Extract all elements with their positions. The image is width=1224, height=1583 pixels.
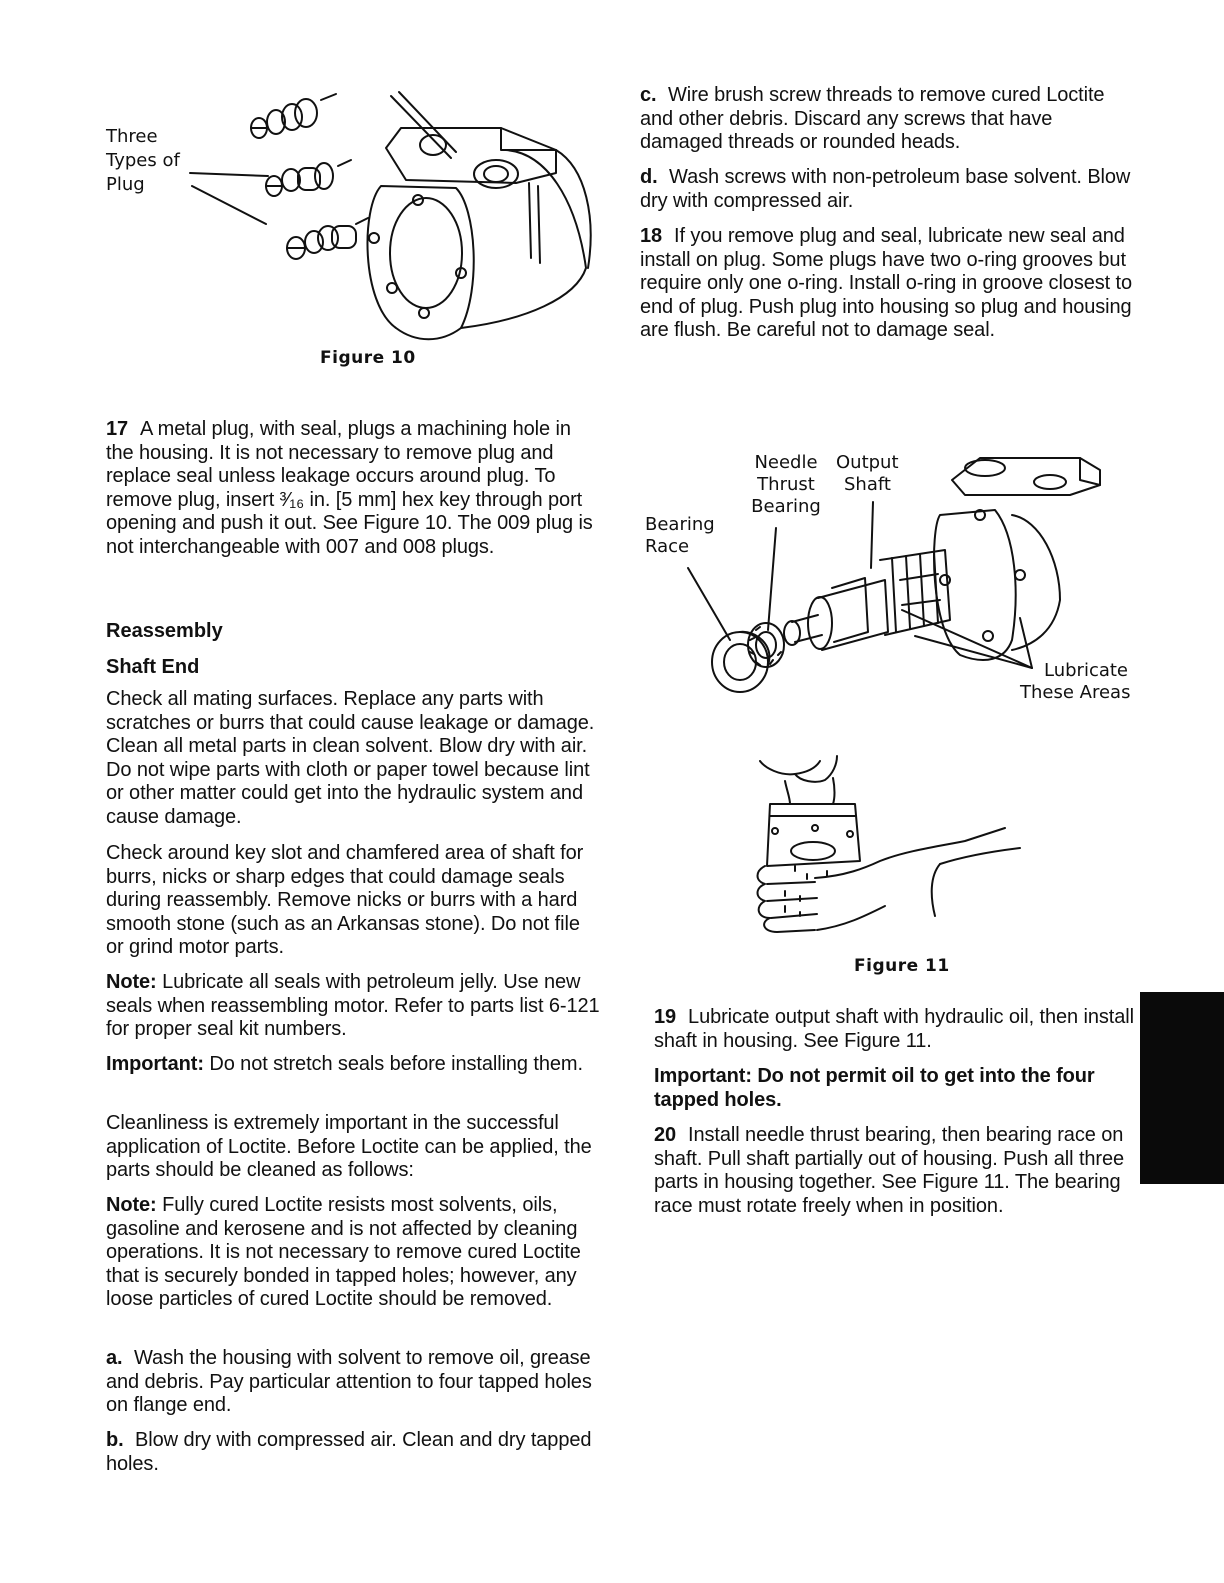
step-b-text: Blow dry with compressed air. Clean and dry tapped holes. [106, 1429, 592, 1475]
step-number-20: 20 [654, 1124, 677, 1146]
step-d-letter: d. [640, 166, 658, 188]
figure-11-shaft-illustration [640, 440, 1135, 720]
step-number-17: 17 [106, 418, 129, 440]
step-d [640, 166, 1135, 213]
figure-11-hand-illustration [755, 756, 1075, 956]
step-number-19: 19 [654, 1006, 677, 1028]
fig11-label-needle: Needle [754, 452, 818, 473]
paragraph-20 [654, 1124, 1130, 1218]
paragraph-19-text: Lubricate output shaft with hydraulic oil, then install shaft in housing. See Figure 11. [654, 1006, 1134, 1052]
paragraph-20-text: Install needle thrust bearing, then bearing race on shaft. Pull shaft partially out of housing. Push all three parts in housing together. See Figure 11. The bearing race must rotate freely when in position. [654, 1124, 1125, 1217]
step-c-text: Wire brush screw threads to remove cured Loctite and other debris. Discard any screws that have damaged threads or rounded heads. [640, 84, 1105, 153]
note-label: Note: [106, 1194, 157, 1216]
fig11-label-output: Output [836, 452, 899, 473]
step-b-letter: b. [106, 1429, 124, 1451]
fig10-label-plug: Plug [106, 174, 145, 195]
figure-10-caption: Figure 10 [320, 348, 416, 368]
note-lubricate-seals [106, 971, 601, 1042]
step-c-letter: c. [640, 84, 657, 106]
important-label: Important: [106, 1053, 204, 1075]
fig11-label-lubricate: Lubricate [1044, 660, 1129, 681]
important-do-not-stretch [106, 1053, 601, 1077]
note-cured-loctite [106, 1194, 601, 1312]
step-c [640, 84, 1135, 155]
step-number-18: 18 [640, 225, 663, 247]
important-text: Do not stretch seals before installing them. [209, 1053, 583, 1075]
figure-11-caption: Figure 11 [854, 956, 950, 976]
note-label: Note: [106, 971, 157, 993]
fig11-label-bearing: Bearing [751, 496, 821, 517]
paragraph-18 [640, 225, 1135, 343]
fig11-label-bearing-race-2: Race [645, 536, 690, 557]
paragraph-17 [106, 418, 601, 559]
important-oil-tapped-holes: Important: Do not permit oil to get into the four tapped holes. [654, 1065, 1095, 1111]
figure-10-plug-illustration [106, 88, 601, 348]
paragraph-17-text: A metal plug, with seal, plugs a machining hole in the housing. It is not necessary to remove plug and replace seal unless leakage occurs around plug. To remove plug, insert ³⁄₁₆ in. [5 mm] hex key through port opening and push it out. See Figure 10. The 009 plug is not interchangeable with 007 and 008 plugs. [106, 418, 593, 558]
paragraph-check-key-slot: Check around key slot and chamfered area of shaft for burrs, nicks or sharp edges that could damage seals during reassembly. Remove nicks or burrs with a hard smooth stone (such as an Arkansas stone). Do not file or grind motor parts. [106, 842, 584, 958]
fig11-label-shaft: Shaft [844, 474, 891, 495]
step-a-letter: a. [106, 1347, 123, 1369]
step-d-text: Wash screws with non-petroleum base solvent. Blow dry with compressed air. [640, 166, 1131, 212]
fig11-label-bearing-race-1: Bearing [645, 514, 715, 535]
heading-shaft-end: Shaft End [106, 656, 200, 678]
paragraph-18-text: If you remove plug and seal, lubricate new seal and install on plug. Some plugs have two o-ring grooves but require only one o-ring. Install o-ring in groove closest to end of plug. Push plug into housing so plug and housing are flush. Be careful not to damage seal. [640, 225, 1133, 341]
fig11-label-these-areas: These Areas [1020, 682, 1131, 703]
fig11-label-thrust: Thrust [757, 474, 815, 495]
paragraph-19 [654, 1006, 1134, 1053]
fig10-label-three: Three [106, 126, 158, 147]
note-text: Fully cured Loctite resists most solvents, oils, gasoline and kerosene and is not affected by cleaning operations. It is not necessary to remove cured Loctite that is securely bonded in tapped holes; however, any loose particles of cured Loctite should be removed. [106, 1194, 581, 1310]
paragraph-check-surfaces: Check all mating surfaces. Replace any parts with scratches or burrs that could cause leakage or damage. Clean all metal parts in clean solvent. Blow dry with air. Do not wipe parts with cloth or paper towel because lint or other matter could get into the hydraulic system and cause damage. [106, 688, 595, 828]
note-text: Lubricate all seals with petroleum jelly. Use new seals when reassembling motor. Refer to parts list 6-121 for proper seal kit numbers. [106, 971, 600, 1040]
heading-reassembly: Reassembly [106, 620, 223, 642]
step-a-text: Wash the housing with solvent to remove oil, grease and debris. Pay particular attention to four tapped holes on flange end. [106, 1347, 592, 1416]
paragraph-cleanliness: Cleanliness is extremely important in the successful application of Loctite. Before Loctite can be applied, the parts should be cleaned as follows: [106, 1112, 592, 1181]
step-a [106, 1347, 601, 1418]
fig10-label-types-of: Types of [106, 150, 180, 171]
section-thumb-tab [1140, 992, 1224, 1184]
step-b [106, 1429, 601, 1476]
